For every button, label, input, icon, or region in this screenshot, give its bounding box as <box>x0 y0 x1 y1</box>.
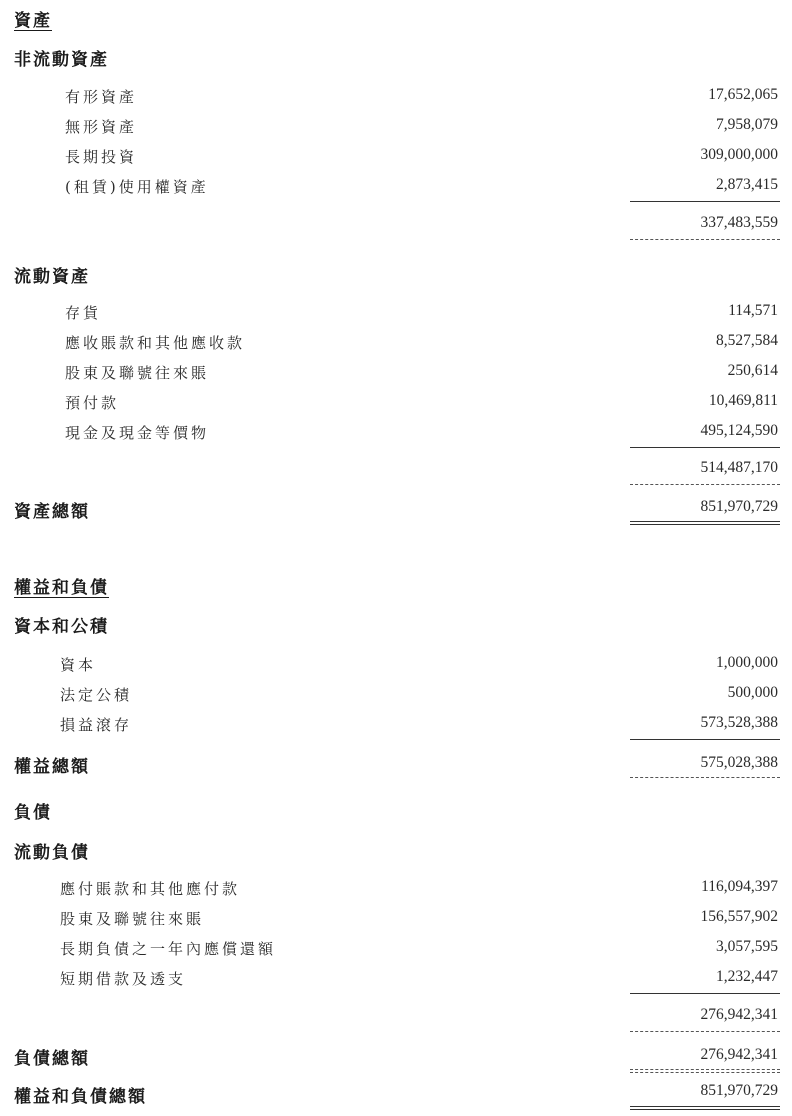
label-cash: 現金及現金等價物 <box>65 424 210 442</box>
rule-total-assets <box>630 521 780 522</box>
label-receivables: 應收賬款和其他應收款 <box>65 334 246 352</box>
total-assets-value: 851,970,729 <box>700 498 778 515</box>
label-long-term-investment: 長期投資 <box>65 148 138 166</box>
label-retained-earnings: 損益滾存 <box>60 716 133 734</box>
value-receivables: 8,527,584 <box>716 332 778 349</box>
label-short-term-borrowings: 短期借款及透支 <box>60 970 187 988</box>
non-current-assets-subtotal: 337,483,559 <box>700 214 778 231</box>
rule-total-liabilities-a <box>630 1069 780 1070</box>
current-liabilities-heading: 流動負債 <box>14 843 90 863</box>
value-shareholder-accounts-liab: 156,557,902 <box>700 908 778 925</box>
label-inventory: 存貨 <box>65 304 102 322</box>
label-current-portion-long-term-debt: 長期負債之一年內應償還額 <box>60 940 277 958</box>
current-assets-subtotal: 514,487,170 <box>700 459 778 476</box>
value-payables: 116,094,397 <box>701 878 778 895</box>
rule-current-liab-bottom <box>630 1031 780 1032</box>
value-capital: 1,000,000 <box>716 654 778 671</box>
value-retained-earnings: 573,528,388 <box>700 714 778 731</box>
label-prepayments: 預付款 <box>65 394 120 412</box>
assets-title: 資產 <box>14 11 52 31</box>
total-liabilities-label: 負債總額 <box>14 1049 90 1069</box>
total-equity-label: 權益總額 <box>14 757 90 777</box>
total-equity-value: 575,028,388 <box>700 754 778 771</box>
rule-non-current-top <box>630 201 780 202</box>
label-capital: 資本 <box>60 656 97 674</box>
value-long-term-investment: 309,000,000 <box>700 146 778 163</box>
rule-total-equity-liabilities <box>630 1106 780 1107</box>
total-assets-label: 資產總額 <box>14 502 90 522</box>
rule-current-bottom <box>630 484 780 485</box>
rule-total-liabilities-b <box>630 1072 780 1073</box>
total-liabilities-value: 276,942,341 <box>700 1046 778 1063</box>
equity-liabilities-title: 權益和負債 <box>14 578 109 598</box>
label-right-of-use-assets: (租賃)使用權資產 <box>65 178 209 196</box>
liabilities-heading: 負債 <box>14 803 52 823</box>
value-cash: 495,124,590 <box>700 422 778 439</box>
rule-current-top <box>630 447 780 448</box>
label-statutory-reserve: 法定公積 <box>60 686 133 704</box>
current-liabilities-subtotal: 276,942,341 <box>700 1006 778 1023</box>
value-current-portion-long-term-debt: 3,057,595 <box>716 938 778 955</box>
label-shareholder-accounts-liab: 股東及聯號往來賬 <box>60 910 205 928</box>
rule-capital-top <box>630 739 780 740</box>
label-payables: 應付賬款和其他應付款 <box>60 880 241 898</box>
value-tangible-assets: 17,652,065 <box>708 86 778 103</box>
value-prepayments: 10,469,811 <box>708 392 778 409</box>
label-intangible-assets: 無形資產 <box>65 118 138 136</box>
label-shareholder-accounts: 股東及聯號往來賬 <box>65 364 210 382</box>
value-right-of-use-assets: 2,873,415 <box>716 176 778 193</box>
label-tangible-assets: 有形資產 <box>65 88 138 106</box>
rule-total-equity <box>630 777 780 778</box>
total-equity-liabilities-value: 851,970,729 <box>700 1082 778 1099</box>
rule-non-current-bottom <box>630 239 780 240</box>
current-assets-heading: 流動資產 <box>14 267 90 287</box>
capital-reserves-heading: 資本和公積 <box>14 617 109 637</box>
non-current-assets-heading: 非流動資產 <box>14 50 109 70</box>
value-shareholder-accounts: 250,614 <box>727 362 778 379</box>
value-inventory: 114,571 <box>728 302 778 319</box>
value-short-term-borrowings: 1,232,447 <box>716 968 778 985</box>
value-intangible-assets: 7,958,079 <box>716 116 778 133</box>
total-equity-liabilities-label: 權益和負債總額 <box>14 1087 147 1107</box>
rule-current-liab-top <box>630 993 780 994</box>
value-statutory-reserve: 500,000 <box>727 684 778 701</box>
